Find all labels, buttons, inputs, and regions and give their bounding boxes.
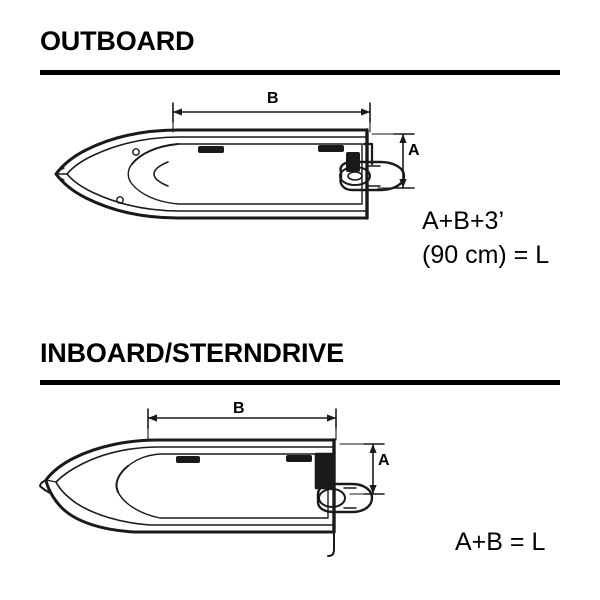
section-divider-outboard: [40, 70, 560, 75]
section-divider-inboard-sterndrive: [40, 380, 560, 385]
formula-outboard: [422, 205, 549, 273]
dimension-label-a-inboard: A: [378, 452, 390, 469]
dimension-label-b-outboard: B: [267, 90, 279, 107]
formula-inboard-sterndrive: [455, 526, 545, 560]
boat-illustration-inboard-sterndrive: [28, 392, 418, 582]
section-title-outboard: OUTBOARD: [40, 26, 195, 56]
formula-line-1: A+B = L: [455, 528, 546, 556]
dimension-label-a-outboard: A: [408, 142, 420, 159]
section-title-inboard-sterndrive: INBOARD/STERNDRIVE: [40, 338, 344, 368]
boat-illustration-outboard: [28, 84, 418, 264]
formula-line-2: (90 cm) = L: [422, 240, 550, 269]
formula-line-1: A+B+3’: [422, 207, 505, 235]
dimension-label-b-inboard: B: [233, 400, 245, 417]
section-inboard-sterndrive: [0, 330, 600, 600]
